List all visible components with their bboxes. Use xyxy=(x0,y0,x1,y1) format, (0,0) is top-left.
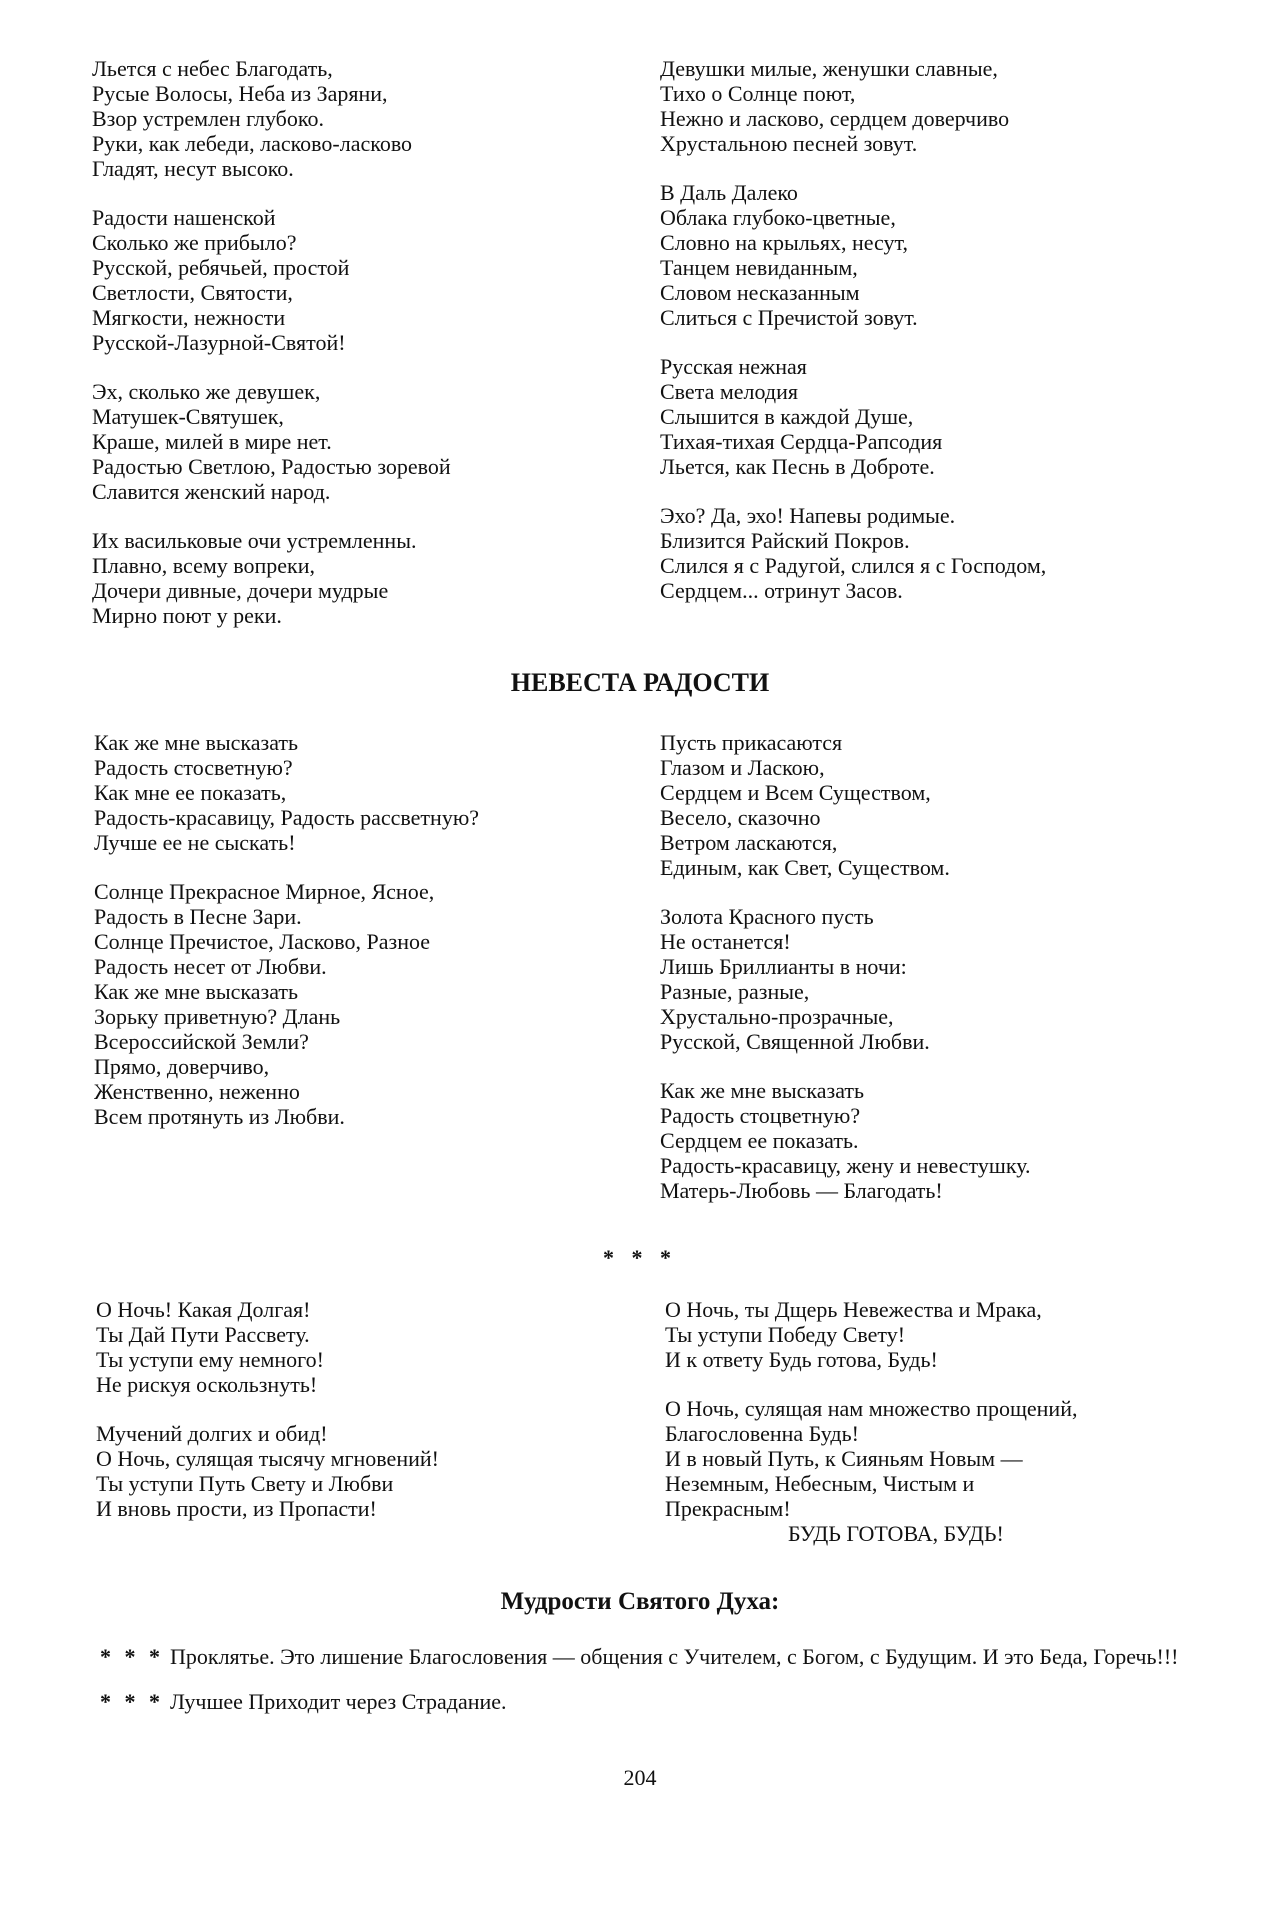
poem-line: Эх, сколько же девушек, xyxy=(92,379,321,404)
bride-poem-title: НЕВЕСТА РАДОСТИ xyxy=(510,668,770,697)
stanza xyxy=(92,56,652,181)
poem-line: Русые Волосы, Неба из Заряни, xyxy=(92,81,388,106)
page-number: 204 xyxy=(623,1765,657,1790)
poem-line: И в новый Путь, к Сияньям Новым — xyxy=(665,1446,1023,1471)
poem-line: Руки, как лебеди, ласково-ласково xyxy=(92,131,413,156)
night-poem-left-column xyxy=(96,1297,656,1545)
poem-line: Как же мне высказать xyxy=(94,730,299,755)
poem-line: Мучений долгих и обид! xyxy=(96,1421,328,1446)
stanza xyxy=(660,354,1240,479)
stanza xyxy=(665,1297,1085,1372)
stanza xyxy=(92,528,652,628)
wisdom-item xyxy=(100,1689,1220,1714)
poem-line: Неземным, Небесным, Чистым и xyxy=(665,1471,975,1496)
poem-line: Как же мне высказать xyxy=(660,1078,865,1103)
poem-line: Льется с небес Благодать, xyxy=(92,56,333,81)
poem-line: Русской-Лазурной-Святой! xyxy=(92,330,346,355)
poem-line: Хрустально-прозрачные, xyxy=(660,1004,894,1029)
stanza xyxy=(660,503,1240,603)
poem-line: Девушки милые, женушки славные, xyxy=(660,56,998,81)
section-separator-stars: * * * xyxy=(603,1245,677,1270)
poem-line: Ветром ласкаются, xyxy=(660,830,838,855)
stanza xyxy=(660,180,1240,330)
poem-line: Слился я с Радугой, слился я с Господом, xyxy=(660,553,1047,578)
poem-line: Лучше ее не сыскать! xyxy=(94,830,296,855)
poem-line: Мягкости, нежности xyxy=(92,305,286,330)
poem-line: Прекрасным! xyxy=(665,1496,791,1521)
poem-line: Облака глубоко-цветные, xyxy=(660,205,896,230)
stanza xyxy=(94,879,654,1129)
poem-line: Сердцем... отринут Засов. xyxy=(660,578,903,603)
poem-line: Словно на крыльях, несут, xyxy=(660,230,908,255)
poem-line: Не останется! xyxy=(660,929,791,954)
poem-line: И к ответу Будь готова, Будь! xyxy=(665,1347,938,1372)
bride-poem-left-column xyxy=(94,730,654,1153)
poem-line: Льется, как Песнь в Доброте. xyxy=(660,454,935,479)
poem-line: Единым, как Свет, Существом. xyxy=(660,855,950,880)
poem-line: Русской, ребячьей, простой xyxy=(92,255,350,280)
poem-line: Женственно, неженно xyxy=(94,1079,300,1104)
night-poem-closing: БУДЬ ГОТОВА, БУДЬ! xyxy=(788,1521,1004,1546)
poem-line: Хрустальною песней зовут. xyxy=(660,131,918,156)
stanza xyxy=(660,904,1240,1054)
poem-line: Лишь Бриллианты в ночи: xyxy=(660,954,907,979)
poem-line: Светлости, Святости, xyxy=(92,280,293,305)
wisdom-list xyxy=(100,1644,1220,1734)
poem-line: Эхо? Да, эхо! Напевы родимые. xyxy=(660,503,956,528)
poem-line: Солнце Пречистое, Ласково, Разное xyxy=(94,929,430,954)
poem-line: Сердцем ее показать. xyxy=(660,1128,859,1153)
poem-line: Пусть прикасаются xyxy=(660,730,843,755)
poem-line: Весело, сказочно xyxy=(660,805,821,830)
poem-line: Как же мне высказать xyxy=(94,979,299,1004)
wisdom-stars: * * * xyxy=(100,1689,164,1714)
poem-line: Сердцем и Всем Существом, xyxy=(660,780,931,805)
top-poem-right-column xyxy=(660,56,1240,627)
poem-line: Глазом и Ласкою, xyxy=(660,755,825,780)
poem-line: Тихая-тихая Сердца-Рапсодия xyxy=(660,429,943,454)
poem-line: Ты уступи Победу Свету! xyxy=(665,1322,906,1347)
poem-line: Матерь-Любовь — Благодать! xyxy=(660,1178,943,1203)
bride-poem-right-column xyxy=(660,730,1240,1227)
night-poem-right-column xyxy=(665,1297,1085,1545)
poem-line: И вновь прости, из Пропасти! xyxy=(96,1496,377,1521)
poem-line: Взор устремлен глубоко. xyxy=(92,106,324,131)
poem-line: Мирно поют у реки. xyxy=(92,603,282,628)
poem-line: О Ночь, сулящая тысячу мгновений! xyxy=(96,1446,439,1471)
poem-line: Не рискуя оскользнуть! xyxy=(96,1372,318,1397)
poem-line: Как мне ее показать, xyxy=(94,780,287,805)
stanza xyxy=(92,379,652,504)
poem-line: О Ночь, ты Дщерь Невежества и Мрака, xyxy=(665,1297,1042,1322)
poem-line: Словом несказанным xyxy=(660,280,860,305)
poem-line: Зорьку приветную? Длань xyxy=(94,1004,341,1029)
poem-line: Всем протянуть из Любви. xyxy=(94,1104,345,1129)
poem-line: Русская нежная xyxy=(660,354,807,379)
poem-line: Радости нашенской xyxy=(92,205,276,230)
poem-line: Матушек-Святушек, xyxy=(92,404,284,429)
stanza xyxy=(96,1297,656,1397)
poem-line: Их васильковые очи устремленны. xyxy=(92,528,417,553)
poem-line: Радость стосветную? xyxy=(94,755,293,780)
poem-line: Плавно, всему вопреки, xyxy=(92,553,316,578)
wisdom-text: Лучшее Приходит через Страдание. xyxy=(170,1689,507,1714)
poem-line: Радость-красавицу, Радость рассветную? xyxy=(94,805,480,830)
poem-line: Слиться с Пречистой зовут. xyxy=(660,305,918,330)
poem-line: Радость стоцветную? xyxy=(660,1103,861,1128)
stanza xyxy=(660,1078,1240,1203)
poem-line: О Ночь, сулящая нам множество прощений, xyxy=(665,1396,1078,1421)
poem-line: Ты уступи ему немного! xyxy=(96,1347,324,1372)
poem-line: Всероссийской Земли? xyxy=(94,1029,309,1054)
poem-line: Краше, милей в мире нет. xyxy=(92,429,332,454)
stanza xyxy=(94,730,654,855)
wisdom-item xyxy=(100,1644,1220,1669)
poem-line: Прямо, доверчиво, xyxy=(94,1054,270,1079)
poem-line: Радость несет от Любви. xyxy=(94,954,327,979)
poem-line: Разные, разные, xyxy=(660,979,810,1004)
poem-line: Благословенна Будь! xyxy=(665,1421,859,1446)
stanza xyxy=(96,1421,656,1521)
poem-line: Радость-красавицу, жену и невестушку. xyxy=(660,1153,1031,1178)
stanza xyxy=(660,730,1240,880)
poem-line: В Даль Далеко xyxy=(660,180,798,205)
poem-line: О Ночь! Какая Долгая! xyxy=(96,1297,311,1322)
poem-line: Славится женский народ. xyxy=(92,479,331,504)
poem-line: Радостью Светлою, Радостью зоревой xyxy=(92,454,451,479)
poem-line: Танцем невиданным, xyxy=(660,255,858,280)
stanza xyxy=(660,56,1240,156)
poem-line: Близится Райский Покров. xyxy=(660,528,910,553)
poem-line: Золота Красного пусть xyxy=(660,904,874,929)
stanza xyxy=(92,205,652,355)
wisdom-title: Мудрости Святого Духа: xyxy=(500,1588,780,1615)
poem-line: Дочери дивные, дочери мудрые xyxy=(92,578,389,603)
poem-line: Солнце Прекрасное Мирное, Ясное, xyxy=(94,879,435,904)
poem-line: Сколько же прибыло? xyxy=(92,230,297,255)
wisdom-text: Проклятье. Это лишение Благословения — общения с Учителем, с Богом, с Будущим. И это Беда, Горечь!!! xyxy=(170,1644,1179,1669)
poem-line: Тихо о Солнце поют, xyxy=(660,81,856,106)
poem-line: Ты Дай Пути Рассвету. xyxy=(96,1322,310,1347)
poem-line: Гладят, несут высоко. xyxy=(92,156,294,181)
stanza xyxy=(665,1396,1085,1521)
poem-line: Русской, Священной Любви. xyxy=(660,1029,930,1054)
poem-line: Радость в Песне Зари. xyxy=(94,904,302,929)
poem-line: Слышится в каждой Душе, xyxy=(660,404,914,429)
poem-line: Нежно и ласково, сердцем доверчиво xyxy=(660,106,1010,131)
poem-line: Ты уступи Путь Свету и Любви xyxy=(96,1471,394,1496)
poem-line: Света мелодия xyxy=(660,379,798,404)
top-poem-left-column xyxy=(92,56,652,652)
wisdom-stars: * * * xyxy=(100,1644,164,1669)
